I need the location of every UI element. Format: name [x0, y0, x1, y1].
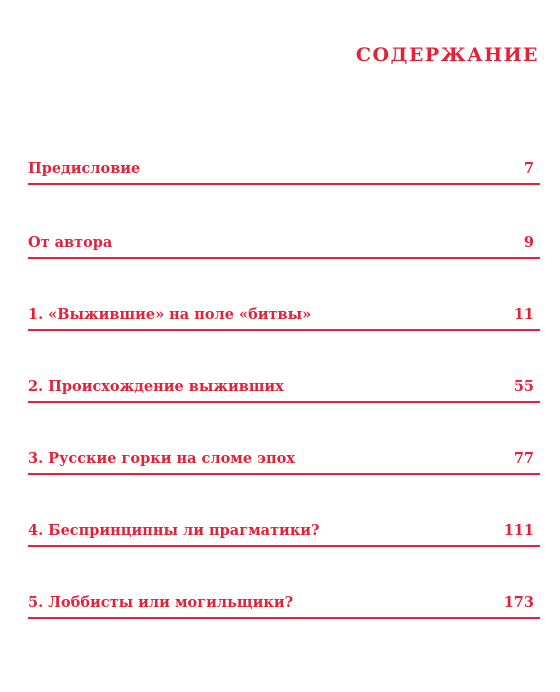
- toc-entry-chapter-3[interactable]: [28, 445, 540, 475]
- toc-entry-chapter-1[interactable]: [28, 301, 540, 331]
- toc-entry-from-author[interactable]: [28, 229, 540, 259]
- toc-entry-title: Предисловие: [28, 160, 141, 177]
- toc-entry-page-number: 7: [523, 160, 534, 177]
- toc-entry-preface[interactable]: [28, 155, 540, 185]
- toc-entry-chapter-5[interactable]: [28, 589, 540, 619]
- toc-entry-title: 2. Происхождение выживших: [28, 378, 284, 395]
- toc-entry-title: 5. Лоббисты или могильщики?: [28, 594, 294, 611]
- toc-entry-title: От автора: [28, 234, 113, 251]
- toc-entry-page-number: 111: [503, 522, 534, 539]
- toc-entry-title: 1. «Выжившие» на поле «битвы»: [28, 306, 312, 323]
- toc-entry-page-number: 9: [523, 234, 534, 251]
- toc-entry-chapter-4[interactable]: [28, 517, 540, 547]
- toc-entry-page-number: 11: [513, 306, 534, 323]
- toc-entry-page-number: 173: [503, 594, 534, 611]
- toc-entry-title: 4. Беспринципны ли прагматики?: [28, 522, 320, 539]
- toc-entry-page-number: 77: [513, 450, 534, 467]
- toc-entry-page-number: 55: [513, 378, 534, 395]
- toc-entry-title: 3. Русские горки на сломе эпох: [28, 450, 295, 467]
- toc-entry-chapter-2[interactable]: [28, 373, 540, 403]
- page-title: СОДЕРЖАНИЕ: [355, 44, 539, 66]
